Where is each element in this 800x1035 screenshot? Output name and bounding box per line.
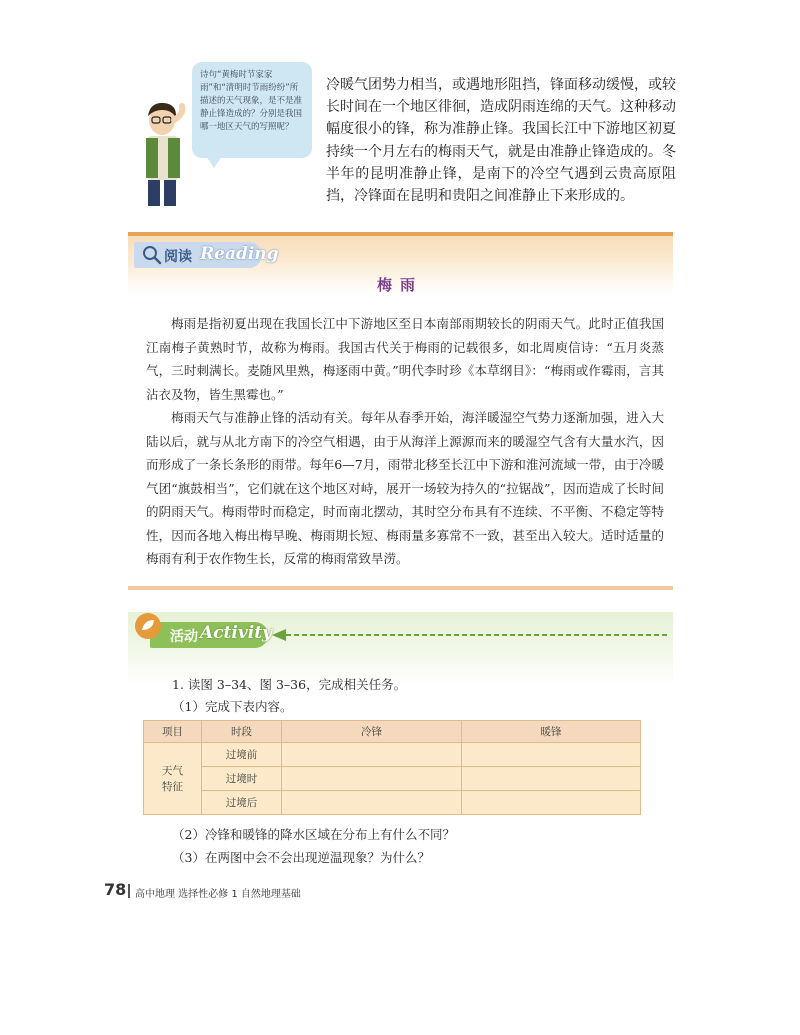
leaf-icon [134, 612, 162, 640]
activity-label-en: Activity [200, 623, 272, 643]
reading-label-en: Reading [200, 244, 279, 264]
arrow-left-icon [272, 628, 668, 642]
footer-book-title: 高中地理 选择性必修 1 自然地理基础 [135, 889, 301, 900]
page-number: 78 [104, 880, 127, 899]
speech-bubble-text: 诗句“黄梅时节家家雨”和“清明时节雨纷纷”所描述的天气现象，是不是准静止锋造成的？分别是我国哪一地区天气的写照呢？ [200, 70, 303, 132]
cold-front-cell[interactable] [282, 767, 462, 791]
task-1: 1. 读图 3–34、图 3–36，完成相关任务。 [172, 677, 407, 692]
cold-front-cell[interactable] [282, 743, 462, 767]
table-header: 冷锋 [282, 721, 462, 743]
task-1-sub-3: （3）在两图中会不会出现逆温现象？为什么？ [172, 850, 430, 865]
reading-title: 梅雨 [376, 276, 423, 294]
table-header: 时段 [202, 721, 282, 743]
student-illustration [132, 100, 196, 210]
warm-front-cell[interactable] [462, 743, 641, 767]
warm-front-cell[interactable] [462, 791, 641, 815]
reading-paragraph-1: 梅雨是指初夏出现在我国长江中下游地区至日本南部雨期较长的阴雨天气。此时正值我国江南梅子黄熟时节，故称为梅雨。我国古代关于梅雨的记载很多，如北周庾信诗：“五月炎蒸气，三时刺满长。麦随风里熟，梅逐雨中黄。”明代李时珍《本草纲目》：“梅雨或作霉雨，言其沾衣及物，皆生黑霉也。” [146, 316, 664, 402]
table-header: 暖锋 [462, 721, 641, 743]
task-1-sub-2: （2）冷锋和暖锋的降水区域在分布上有什么不同？ [172, 827, 455, 842]
activity-label-cn: 活动 [170, 629, 198, 645]
table-row [144, 791, 641, 815]
row-head-text: 天气特征 [162, 764, 183, 793]
table-row-head [144, 743, 202, 815]
search-icon [142, 245, 162, 265]
weather-table [143, 720, 641, 815]
cold-front-cell[interactable] [282, 791, 462, 815]
reading-paragraph-2: 梅雨天气与准静止锋的活动有关。每年从春季开始，海洋暖湿空气势力逐渐加强，进入大陆以后，就与从北方南下的冷空气相遇，由于从海洋上源源而来的暖湿空气含有大量水汽，因而形成了一条长条形的雨带。每年6—7月，雨带北移至长江中下游和淮河流域一带，由于冷暖气团“旗鼓相当”，它们就在这个地区对峙，展开一场较为持久的“拉锯战”，因而造成了长时间的阴雨天气。梅雨带时而稳定，时而南北摆动，其时空分布具有不连续、不平衡、不稳定等特性，因而各地入梅出梅早晚、梅雨期长短、梅雨量多寡常不一致，甚至出入较大。适时适量的梅雨有利于农作物生长，反常的梅雨常致旱涝。 [146, 410, 664, 566]
table-period-cell: 过境后 [202, 791, 282, 815]
table-header: 项目 [144, 721, 202, 743]
table-header-row [144, 721, 641, 743]
table-period-cell: 过境时 [202, 767, 282, 791]
table-row [144, 743, 641, 767]
reading-body [146, 312, 664, 571]
footer-separator [128, 884, 130, 898]
reading-label-cn: 阅读 [164, 249, 192, 265]
warm-front-cell[interactable] [462, 767, 641, 791]
section-divider [128, 586, 673, 590]
task-1-sub-1: （1）完成下表内容。 [172, 699, 293, 714]
speech-bubble [192, 62, 312, 158]
table-period-cell: 过境前 [202, 743, 282, 767]
intro-paragraph: 冷暖气团势力相当，或遇地形阻挡，锋面移动缓慢，或较长时间在一个地区徘徊，造成阴雨连绵的天气。这种移动幅度很小的锋，称为准静止锋。我国长江中下游地区初夏持续一个月左右的梅雨天气，就是由准静止锋造成的。冬半年的昆明准静止锋，是南下的冷空气遇到云贵高原阻挡，冷锋面在昆明和贵阳之间准静止下来形成的。 [326, 77, 676, 205]
reading-top-rule [128, 232, 673, 236]
table-row [144, 767, 641, 791]
